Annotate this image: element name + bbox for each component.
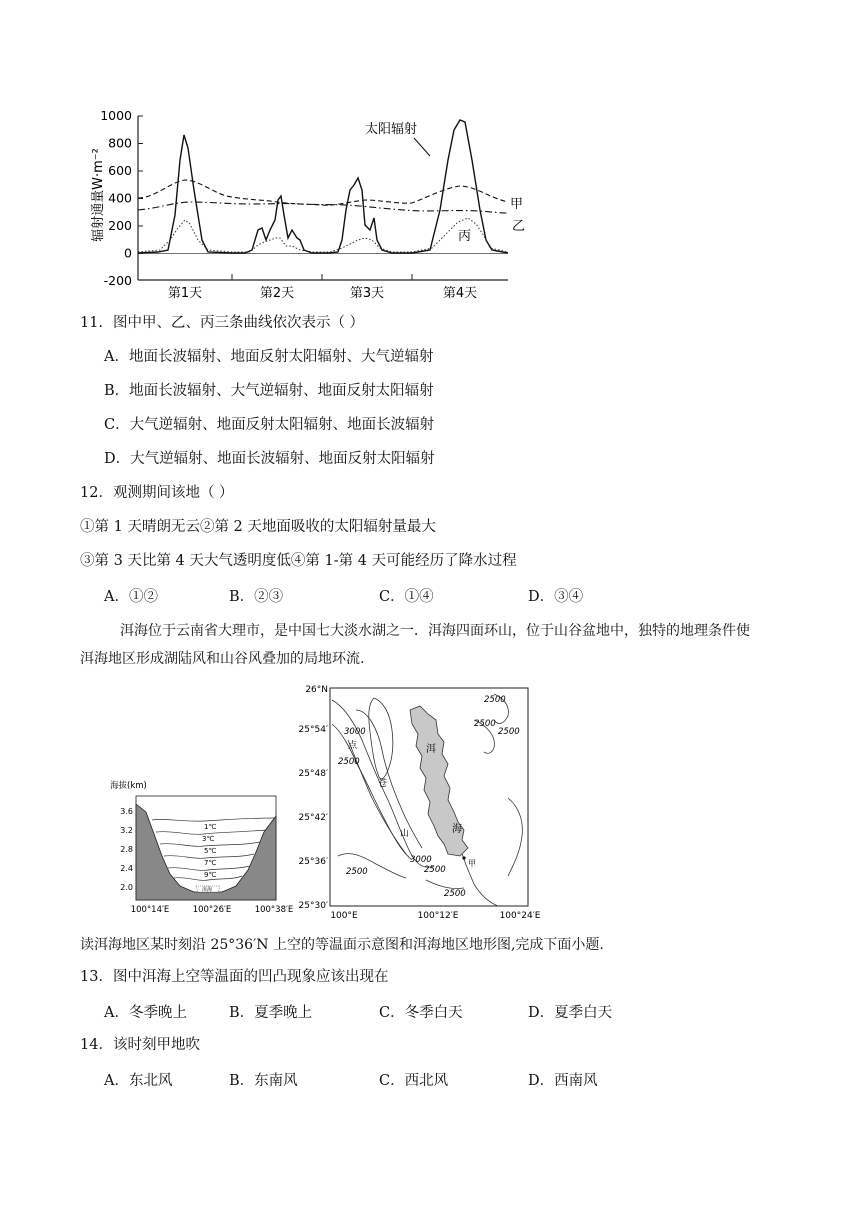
intro-line-2: 洱海地区形成湖陆风和山谷风叠加的局地环流. [80,651,365,667]
q14-option-b[interactable]: B．东南风 [229,1073,298,1089]
ytick-400: 400 [108,190,132,206]
contour-label-6: 2500 [474,719,496,729]
lon-100: 100°E [330,911,358,921]
isotherm-7: 7℃ [204,859,217,867]
lon-left-1: 100°14′E [130,905,170,915]
lat-26: 26°N [305,685,328,695]
contour-label-5: 2500 [424,865,446,875]
lat-25-42: 25°42′ [298,813,328,823]
place-cang: 苍 [378,779,388,789]
q11-option-d[interactable]: D．大气逆辐射、地面长波辐射、地面反射太阳辐射 [104,451,435,467]
lon-left-2: 100°26′E [192,905,232,915]
q14-stem: 14．该时刻甲地吹 [80,1037,200,1053]
q12-option-d[interactable]: D．③④ [528,589,584,605]
bing-curve [138,218,508,252]
radiation-chart [80,100,540,305]
elev-2.8: 2.8 [120,845,133,854]
isotherm-3: 3℃ [202,835,215,843]
xtick-day4: 第4天 [442,286,478,301]
q11-option-b[interactable]: B．地面长波辐射、大气逆辐射、地面反射太阳辐射 [104,383,434,399]
xtick-day1: 第1天 [167,286,203,301]
elev-2.4: 2.4 [120,864,133,873]
q13-option-d[interactable]: D．夏季白天 [528,1005,613,1021]
label-jia: 甲 [510,197,524,212]
q14-option-d[interactable]: D．西南风 [528,1073,598,1089]
lat-25-54: 25°54′ [298,725,328,735]
q14-option-a[interactable]: A．东北风 [104,1073,173,1089]
q13-option-c[interactable]: C．冬季白天 [379,1005,463,1021]
ytick-1000: 1000 [100,108,132,123]
contour-label-7: 2500 [498,727,520,737]
label-solar: 太阳辐射 [365,122,418,137]
label-bing: 丙 [458,229,472,244]
place-hai: 海 [452,824,462,835]
q12-option-a[interactable]: A．①② [104,589,158,605]
isotherm-1: 1℃ [204,823,217,831]
q12-option-b[interactable]: B．②③ [229,589,284,605]
ytick-800: 800 [108,135,132,151]
contour-label-2: 3000 [344,727,366,737]
q14-option-c[interactable]: C．西北风 [379,1073,449,1089]
chart-yticks [100,108,143,288]
isotherm-section-figure [104,774,300,916]
ytick-600: 600 [108,163,132,178]
elev-3.2: 3.2 [120,826,133,835]
lake-label: 洱海 [202,887,213,893]
q11-stem: 11．图中甲、乙、丙三条曲线依次表示（ ） [80,315,365,331]
q11-option-c[interactable]: C．大气逆辐射、地面反射太阳辐射、地面长波辐射 [104,417,435,433]
intro-line-1: 洱海位于云南省大理市，是中国七大淡水湖之一．洱海四面环山，位于山谷盆地中，独特的地理条件使 [120,623,750,639]
place-er: 洱 [426,744,436,755]
lon-100-24: 100°24′E [499,911,541,921]
lat-25-48: 25°48′ [298,769,328,779]
q12-option-c[interactable]: C．①④ [379,589,434,605]
isotherm-5: 5℃ [204,847,217,855]
solar-radiation-curve [138,120,508,253]
q12-stem: 12．观测期间该地（ ） [80,485,234,501]
lon-left-3: 100°38′E [254,905,294,915]
contour-label-4: 3000 [410,855,432,865]
ytick-0: 0 [124,245,132,261]
contour-label-3: 2500 [338,757,360,767]
contour-label-8: 2500 [346,867,368,877]
label-yi: 乙 [512,219,526,234]
yi-curve [138,202,508,213]
contour-label-1: 2500 [484,695,506,705]
lat-25-30: 25°30′ [298,901,328,911]
ytick-neg200: -200 [103,273,132,288]
q13-option-a[interactable]: A．冬季晚上 [104,1005,187,1021]
q13-stem: 13．图中洱海上空等温面的凹凸现象应该出现在 [80,969,389,985]
isotherm-9: 9℃ [204,871,217,879]
q13-option-b[interactable]: B．夏季晚上 [229,1005,313,1021]
place-jia: 甲 [468,859,476,868]
contour-label-9: 2500 [444,889,466,899]
lon-100-12: 100°12′E [417,911,459,921]
q12-statements-1: ①第 1 天晴朗无云②第 2 天地面吸收的太阳辐射量最大 [80,519,436,535]
erhai-intro [80,617,790,673]
erhai-topo-map [298,680,541,921]
elev-2.0: 2.0 [120,883,133,892]
q12-statements-2: ③第 3 天比第 4 天大气透明度低④第 1-第 4 天可能经历了降水过程 [80,553,517,569]
xtick-day3: 第3天 [349,286,385,301]
xtick-day2: 第2天 [259,286,295,301]
elev-3.6: 3.6 [120,807,133,816]
read-instruction: 读洱海地区某时刻沿 25°36′N 上空的等温面示意图和洱海地区地形图,完成下面小题. [80,937,604,953]
point-jia-marker [462,856,465,859]
lat-25-36: 25°36′ [298,857,328,867]
place-shan: 山 [400,829,410,839]
place-dian: 点 [348,741,358,751]
chart-ylabel: 辐射通量W·m⁻² [91,148,106,242]
fig-left-title: 海拔(km) [110,781,147,791]
ytick-200: 200 [108,218,132,233]
q11-option-a[interactable]: A．地面长波辐射、地面反射太阳辐射、大气逆辐射 [104,349,434,365]
